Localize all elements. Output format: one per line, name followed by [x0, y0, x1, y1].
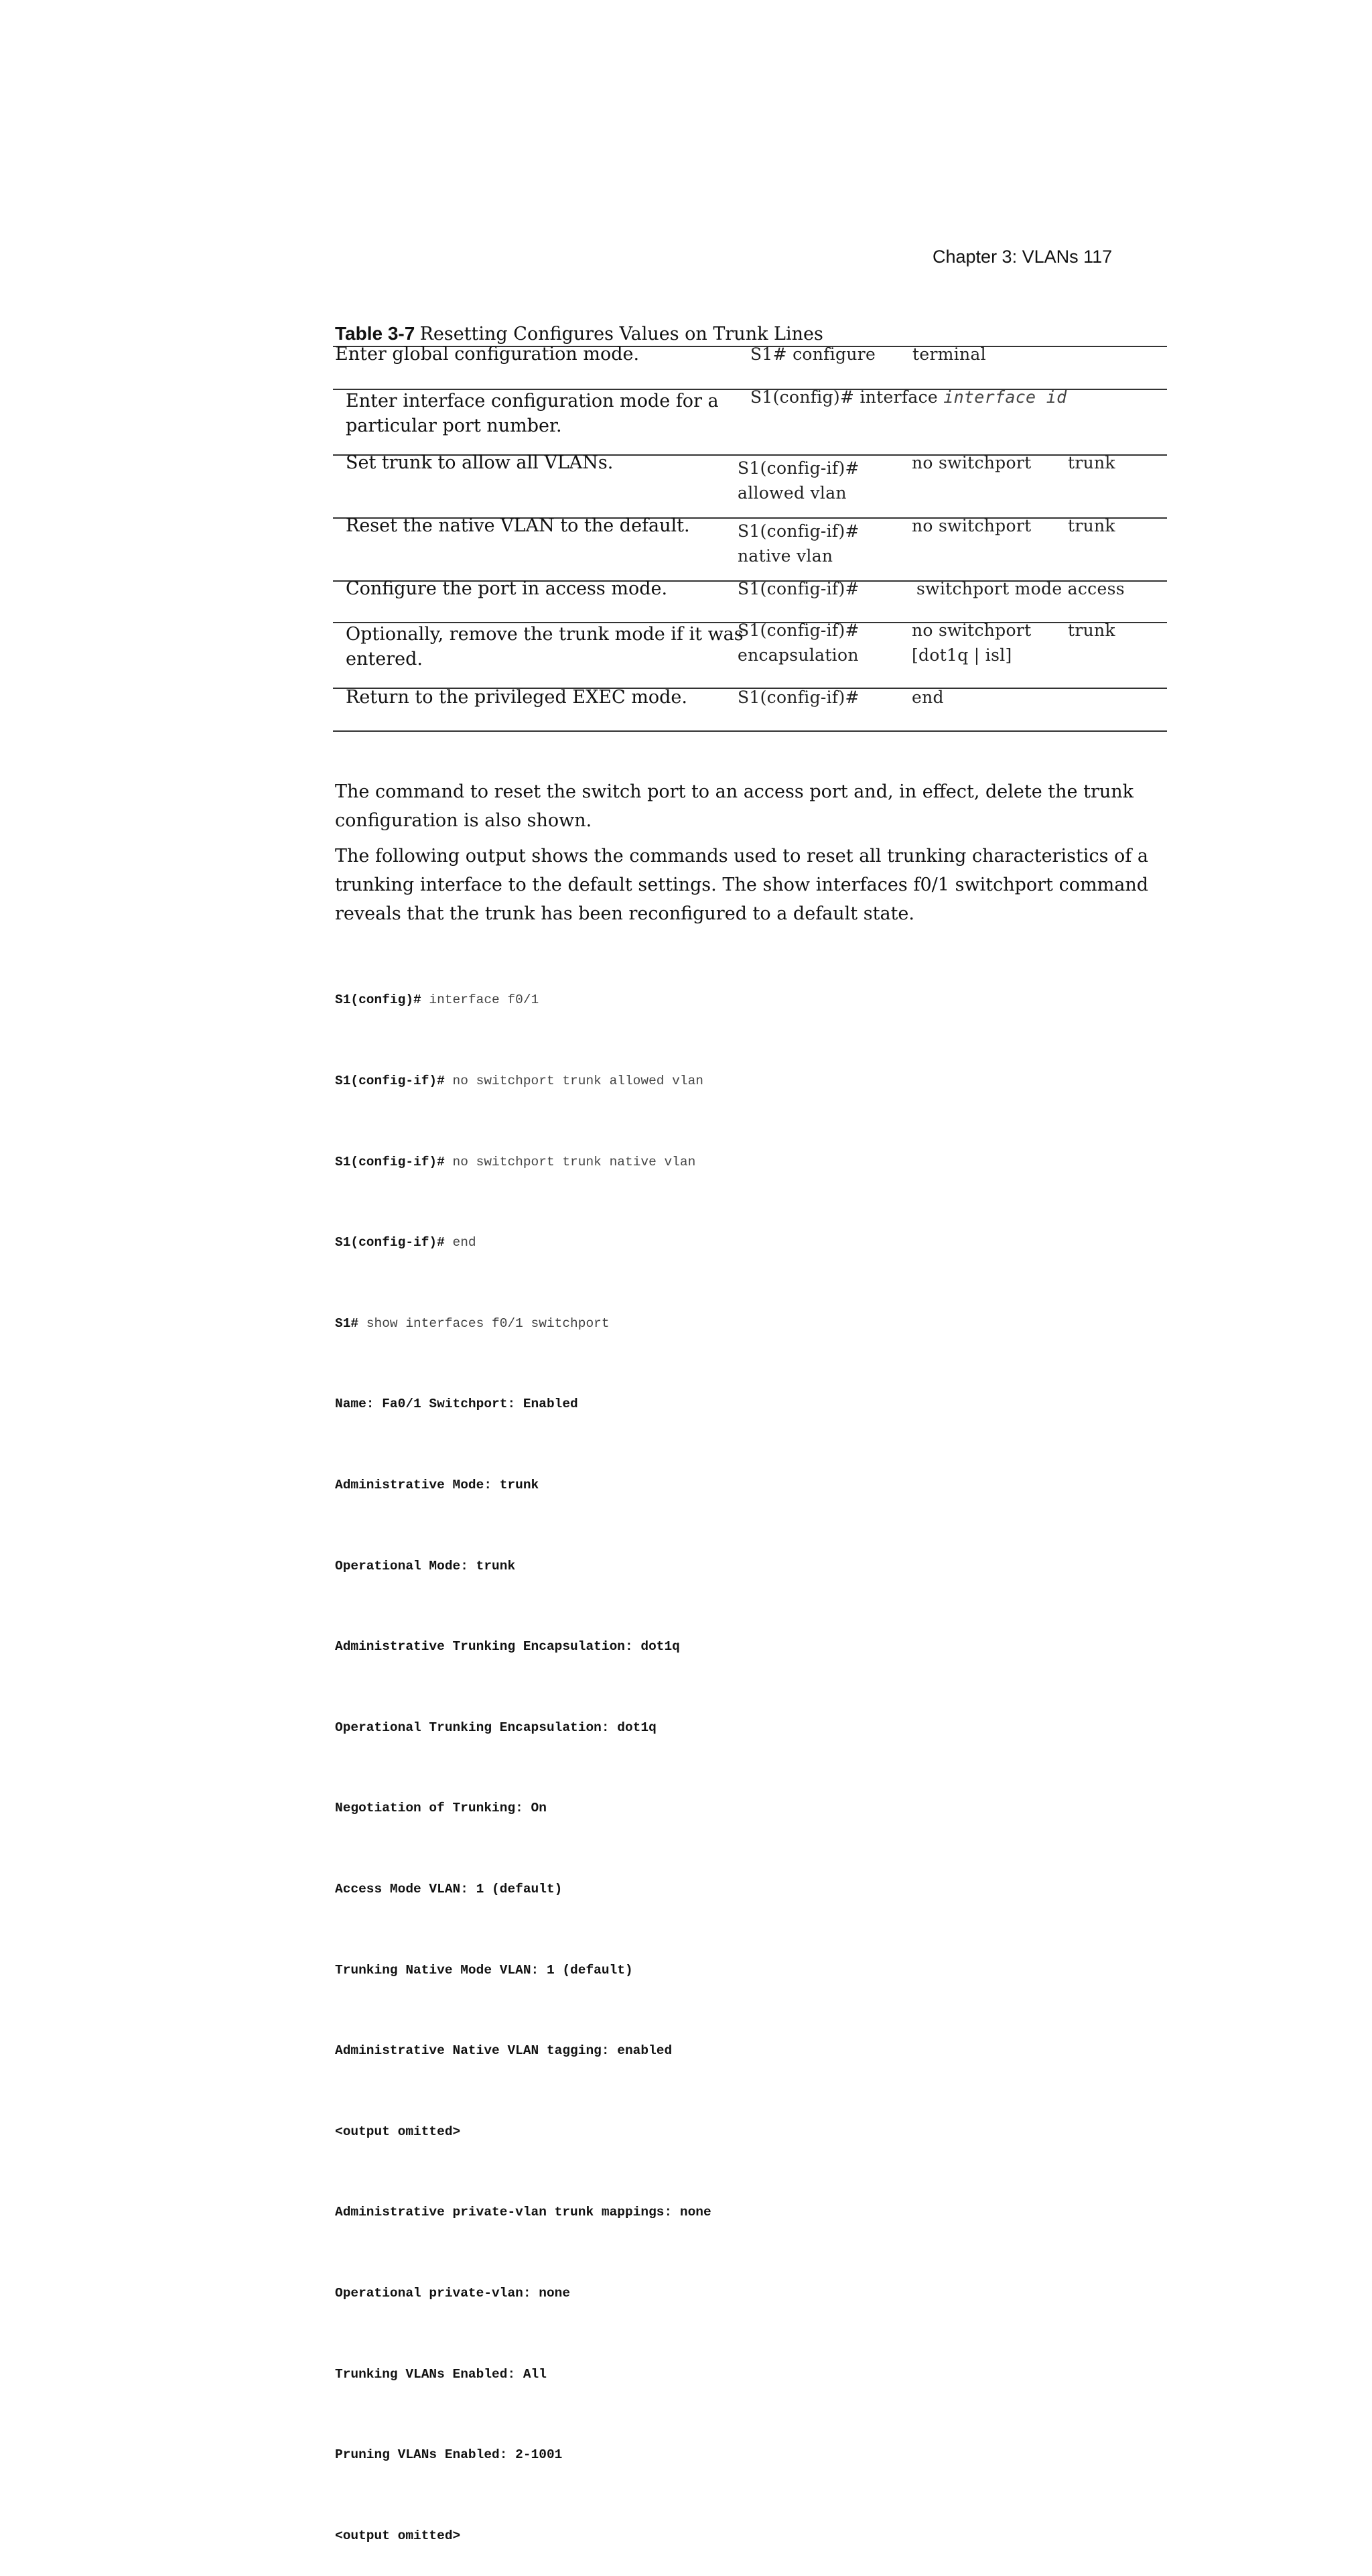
cli-command: interface f0/1	[421, 992, 539, 1008]
table-row-command	[750, 385, 1067, 409]
code-output-line: Pruning VLANs Enabled: 2-1001	[335, 2447, 563, 2463]
code-output-line: Administrative Trunking Encapsulation: dot1q	[335, 1639, 680, 1655]
cli-prompt: S1(config-if)#	[335, 1074, 445, 1088]
table-row-description: Optionally, remove the trunk mode if it was	[346, 624, 744, 645]
table-row-command: switchport mode access	[916, 579, 1125, 598]
table-row-command: S1(config-if)#	[738, 579, 860, 598]
code-command-line	[335, 1229, 711, 1256]
table-row-command: no switchport	[912, 516, 1032, 535]
cli-command: end	[444, 1235, 476, 1250]
code-output-line: Operational private-vlan: none	[335, 2285, 571, 2301]
table-row-command: S1(config-if)#	[738, 688, 860, 707]
code-output-line: Name: Fa0/1 Switchport: Enabled	[335, 1397, 578, 1412]
table-bottom-rule	[333, 730, 1167, 732]
cli-prompt: S1(config-if)#	[335, 1235, 445, 1250]
table-row-command: [dot1q | isl]	[912, 645, 1012, 665]
table-row-description: Return to the privileged EXEC mode.	[346, 687, 687, 708]
code-output-line: Trunking VLANs Enabled: All	[335, 2366, 547, 2382]
code-output-line: Administrative private-vlan trunk mappings: none	[335, 2205, 711, 2220]
table-row-command: allowed vlan	[738, 483, 847, 503]
table-row-command: no switchport	[912, 453, 1032, 472]
code-output-line: <output omitted>	[335, 2124, 461, 2139]
table-row-description: entered.	[346, 649, 423, 669]
code-output-line: Operational Mode: trunk	[335, 1558, 516, 1573]
table-row-description: Set trunk to allow all VLANs.	[346, 452, 614, 473]
table-row-description: Enter interface configuration mode for a	[346, 391, 719, 411]
cli-command: show interfaces f0/1 switchport	[358, 1315, 610, 1331]
code-output-line: Administrative Native VLAN tagging: enabled	[335, 2043, 673, 2059]
table-row-command: trunk	[1068, 621, 1115, 640]
table-row-description: Configure the port in access mode.	[346, 578, 668, 599]
cli-prompt: S1(config-if)#	[335, 1154, 445, 1169]
cli-command: no switchport trunk native vlan	[444, 1154, 696, 1169]
table-row-command: no switchport	[912, 621, 1032, 640]
body-paragraph: The command to reset the switch port to an access port and, in effect, delete the trunk configuration is also shown.	[335, 781, 1134, 831]
code-output-line: Operational Trunking Encapsulation: dot1q	[335, 1720, 657, 1735]
table-label: Table 3-7	[335, 323, 415, 344]
table-row-command: native vlan	[738, 546, 833, 566]
table-row-description: particular port number.	[346, 415, 562, 436]
table-row-command: trunk	[1068, 453, 1115, 472]
code-command-line	[335, 1068, 711, 1094]
body-paragraph: The following output shows the commands used to reset all trunking characteristics of a trunking interface to the default settings. The show interfaces f0/1 switchport command reveals that the trunk has been reconfigured to a default state.	[335, 846, 1148, 924]
table-row-command: S1(config-if)#	[738, 458, 860, 478]
cli-prompt: S1#	[335, 1315, 359, 1331]
running-head: Chapter 3: VLANs 117	[933, 247, 1113, 267]
code-output-line: Negotiation of Trunking: On	[335, 1801, 547, 1816]
table-row-command: S1(config-if)#	[738, 621, 860, 640]
table-row-command: S1(config-if)#	[738, 521, 860, 541]
table-row-command: encapsulation	[738, 645, 859, 665]
table-row-command: trunk	[1068, 516, 1115, 535]
table-row-command: terminal	[912, 344, 986, 364]
cli-command: no switchport trunk allowed vlan	[444, 1074, 703, 1088]
code-output-line: Administrative Mode: trunk	[335, 1477, 539, 1492]
table-row-description: Reset the native VLAN to the default.	[346, 515, 690, 536]
cli-prompt: S1(config)#	[335, 992, 421, 1008]
table-row-description: Enter global configuration mode.	[335, 344, 640, 365]
code-output-line: Trunking Native Mode VLAN: 1 (default)	[335, 1962, 633, 1978]
command-argument: interface id	[943, 387, 1067, 407]
code-command-line	[335, 1149, 711, 1175]
table-title: Resetting Configures Values on Trunk Lines	[419, 324, 823, 344]
code-output-line: Access Mode VLAN: 1 (default)	[335, 1881, 563, 1896]
code-command-line	[335, 986, 711, 1013]
table-row-command: S1# configure	[750, 344, 876, 364]
code-command-line	[335, 1310, 711, 1337]
code-output-line: <output omitted>	[335, 2528, 461, 2543]
code-listing	[335, 933, 711, 2576]
table-row-command: end	[912, 688, 944, 707]
command-text: S1(config)# interface	[750, 387, 938, 407]
